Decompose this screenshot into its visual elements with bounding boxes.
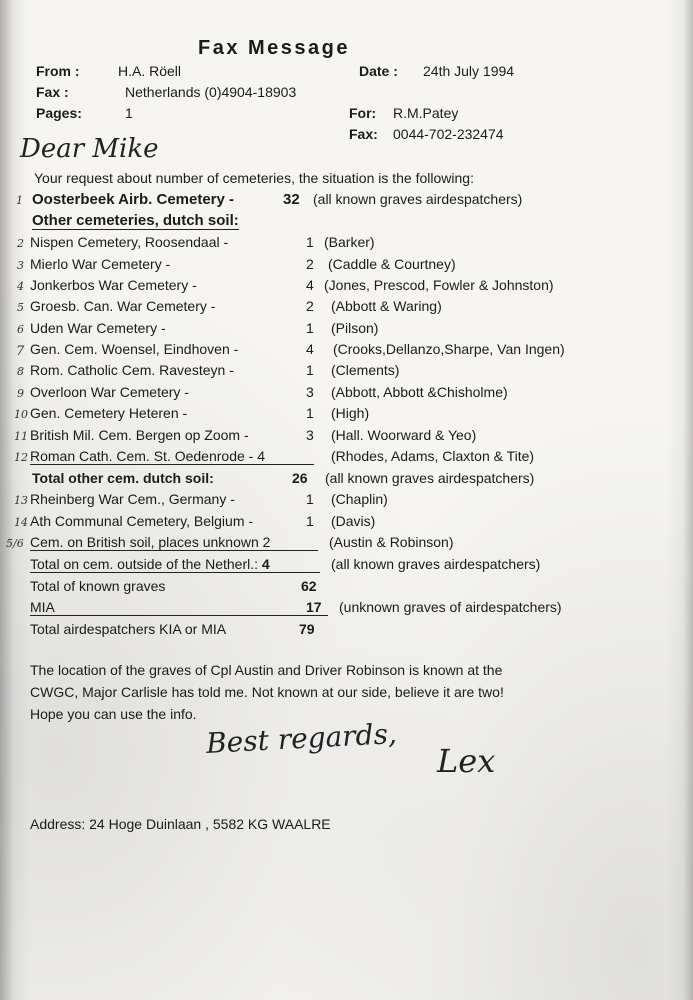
signoff-handwritten: Best regards, xyxy=(205,717,398,760)
cemetery-name: Nispen Cemetery, Roosendaal - xyxy=(30,234,229,250)
margin-number: 1 xyxy=(16,194,23,207)
cemetery-names: (Clements) xyxy=(331,362,400,378)
cemetery-names: (Davis) xyxy=(331,513,376,529)
margin-number: 5/6 xyxy=(6,537,24,550)
cemetery-name: Rheinberg War Cem., Germany - xyxy=(30,491,235,507)
total-dutch-count: 26 xyxy=(292,470,308,486)
cemetery-names: (Crooks,Dellanzo,Sharpe, Van Ingen) xyxy=(333,341,565,357)
cemetery-name: Jonkerbos War Cemetery - xyxy=(30,277,197,293)
margin-number: 3 xyxy=(17,259,24,272)
oosterbeek-note: (all known graves airdespatchers) xyxy=(313,191,523,207)
mia-count: 17 xyxy=(306,599,322,615)
pages-label: Pages: xyxy=(36,105,82,121)
cemetery-name: Uden War Cemetery - xyxy=(30,320,166,336)
total-dutch-note: (all known graves airdespatchers) xyxy=(325,470,535,486)
margin-number: 10 xyxy=(14,408,28,421)
total-outside-count: 4 xyxy=(261,556,270,572)
cemetery-count: 3 xyxy=(306,427,314,443)
other-cemeteries-heading: Other cemeteries, dutch soil: xyxy=(32,212,239,229)
pages-value: 1 xyxy=(125,105,133,121)
cemetery-names: (Barker) xyxy=(324,234,375,250)
cemetery-names: (Caddle & Courtney) xyxy=(328,256,456,272)
fax-value: Netherlands (0)4904-18903 xyxy=(125,84,297,100)
body-line: The location of the graves of Cpl Austin and Driver Robinson is known at the xyxy=(30,662,503,678)
intro-text: Your request about number of cemeteries, the situation is the following: xyxy=(34,170,474,186)
cemetery-count: 2 xyxy=(262,534,271,550)
signature-handwritten: Lex xyxy=(437,742,496,780)
cemetery-name: Groesb. Can. War Cemetery - xyxy=(30,298,216,314)
cemetery-count: 3 xyxy=(306,384,314,400)
margin-number: 2 xyxy=(17,237,24,250)
oosterbeek-name: Oosterbeek Airb. Cemetery - xyxy=(32,191,235,208)
address-text: Address: 24 Hoge Duinlaan , 5582 KG WAALRE xyxy=(30,816,331,832)
cemetery-names: (Jones, Prescod, Fowler & Johnston) xyxy=(324,277,554,293)
for-label: For: xyxy=(349,105,377,121)
for-value: R.M.Patey xyxy=(393,105,459,121)
fax-label: Fax : xyxy=(36,84,69,100)
cemetery-name: Rom. Catholic Cem. Ravesteyn - xyxy=(30,362,234,378)
cemetery-count: 1 xyxy=(306,234,314,250)
fax-title: Fax Message xyxy=(198,37,351,59)
cemetery-names: (High) xyxy=(331,405,370,421)
margin-number: 9 xyxy=(17,387,24,400)
cemetery-name: Cem. on British soil, places unknown 2 xyxy=(30,534,318,551)
margin-number: 11 xyxy=(14,430,28,443)
cemetery-name: Ath Communal Cemetery, Belgium - xyxy=(30,513,254,529)
cemetery-count: 1 xyxy=(306,513,314,529)
total-dutch-label: Total other cem. dutch soil: xyxy=(32,470,214,486)
cemetery-count: 4 xyxy=(306,341,314,357)
oosterbeek-count: 32 xyxy=(283,191,300,208)
cemetery-count: 1 xyxy=(306,320,314,336)
date-label: Date : xyxy=(359,63,398,79)
from-label: From : xyxy=(36,63,80,79)
cemetery-names: (Austin & Robinson) xyxy=(329,534,454,550)
cemetery-names: (Rhodes, Adams, Claxton & Tite) xyxy=(331,448,535,464)
cemetery-count: 4 xyxy=(306,277,314,293)
total-outside-note: (all known graves airdespatchers) xyxy=(331,556,541,572)
greeting-handwritten: Dear Mike xyxy=(20,134,159,164)
cemetery-names: (Hall. Woorward & Yeo) xyxy=(331,427,477,443)
body-line: CWGC, Major Carlisle has told me. Not known at our side, believe it are two! xyxy=(30,684,504,700)
cemetery-count: 2 xyxy=(306,298,314,314)
margin-number: 4 xyxy=(17,280,24,293)
cemetery-count: 1 xyxy=(306,362,314,378)
cemetery-name: Overloon War Cemetery - xyxy=(30,384,189,400)
from-value: H.A. Röell xyxy=(118,63,182,79)
mia-label: MIA 17 xyxy=(30,599,328,616)
margin-number: 13 xyxy=(14,494,28,507)
fax2-label: Fax: xyxy=(349,126,378,142)
date-value: 24th July 1994 xyxy=(423,63,515,79)
margin-number: 14 xyxy=(14,516,28,529)
cemetery-names: (Pilson) xyxy=(331,320,379,336)
mia-note: (unknown graves of airdespatchers) xyxy=(339,599,562,615)
cemetery-names: (Chaplin) xyxy=(331,491,388,507)
cemetery-count: 4 xyxy=(257,448,266,464)
cemetery-name: Gen. Cem. Woensel, Eindhoven - xyxy=(30,341,239,357)
margin-number: 12 xyxy=(14,451,28,464)
margin-number: 7 xyxy=(16,344,25,359)
total-kia-count: 79 xyxy=(299,621,315,637)
cemetery-name: British Mil. Cem. Bergen op Zoom - xyxy=(30,427,249,443)
cemetery-count: 1 xyxy=(306,405,314,421)
cemetery-count: 1 xyxy=(306,491,314,507)
margin-number: 6 xyxy=(17,323,24,336)
total-known-label: Total of known graves xyxy=(30,578,166,594)
body-line: Hope you can use the info. xyxy=(30,706,197,722)
margin-number: 5 xyxy=(17,301,24,314)
cemetery-names: (Abbott, Abbott &Chisholme) xyxy=(331,384,508,400)
total-kia-label: Total airdespatchers KIA or MIA xyxy=(30,621,227,637)
total-known-count: 62 xyxy=(301,578,317,594)
cemetery-name: Roman Cath. Cem. St. Oedenrode - 4 xyxy=(30,448,314,465)
total-outside-label: Total on cem. outside of the Netherl.: 4 xyxy=(30,556,320,573)
margin-number: 8 xyxy=(17,365,24,378)
cemetery-name: Mierlo War Cemetery - xyxy=(30,256,171,272)
cemetery-name: Gen. Cemetery Heteren - xyxy=(30,405,188,421)
fax2-value: 0044-702-232474 xyxy=(393,126,504,142)
cemetery-names: (Abbott & Waring) xyxy=(331,298,442,314)
cemetery-count: 2 xyxy=(306,256,314,272)
